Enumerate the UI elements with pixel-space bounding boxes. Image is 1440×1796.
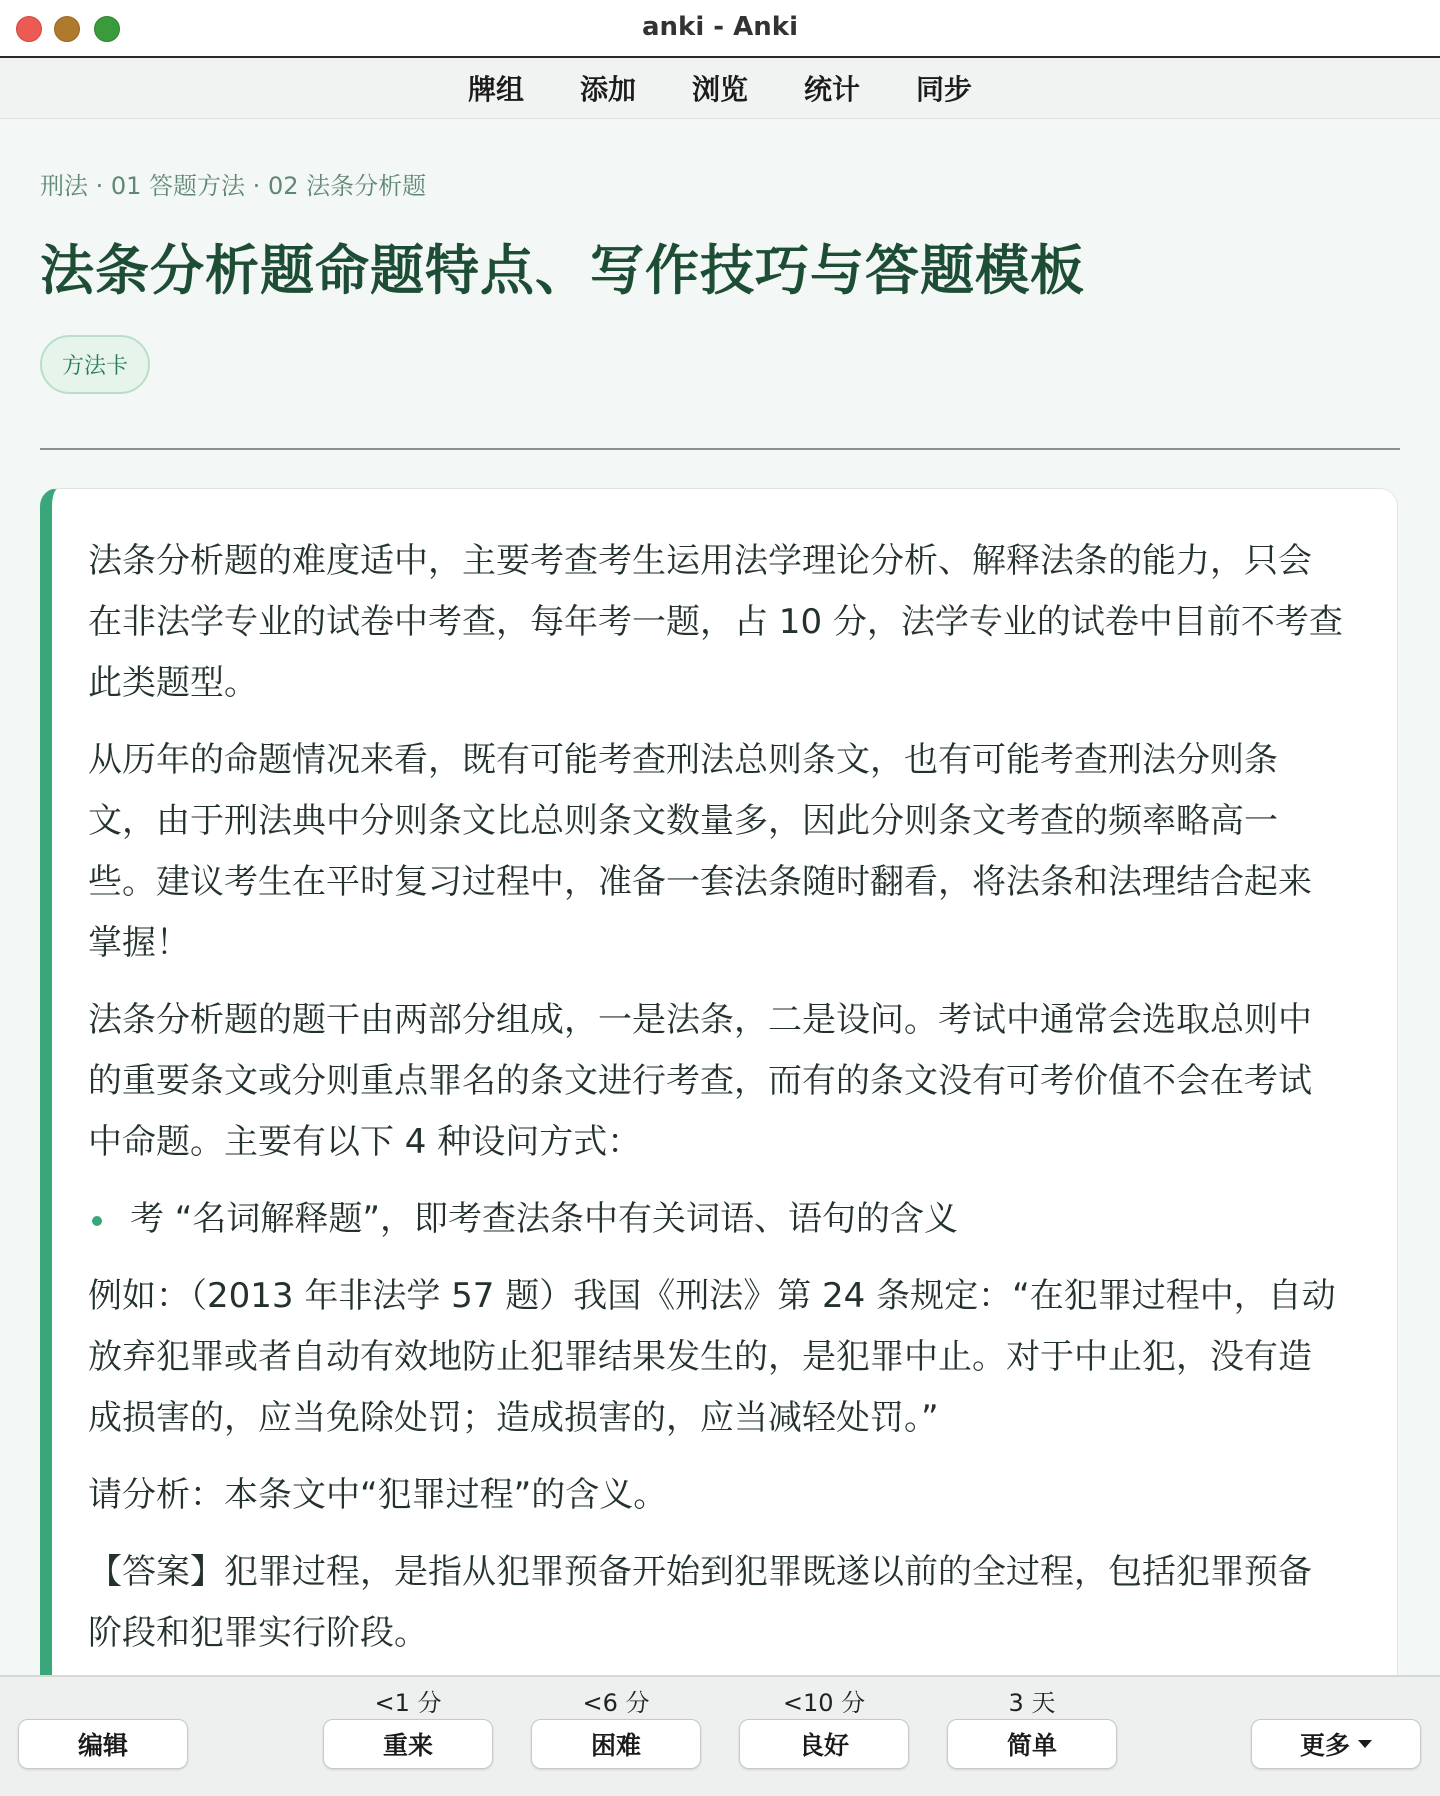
again-button[interactable]: 重来 [323, 1719, 493, 1769]
question-type-list [88, 1189, 1345, 1250]
paragraph: 法条分析题的难度适中，主要考查考生运用法学理论分析、解释法条的能力，只会在非法学专业的试卷中考查，每年考一题，占 10 分，法学专业的试卷中目前不考查此类题型。 [88, 541, 1343, 703]
chevron-down-icon [1358, 1740, 1372, 1748]
menu-decks[interactable]: 牌组 [467, 73, 524, 106]
bullet-icon [92, 1216, 102, 1226]
list-item-text: 考 “名词解释题”，即考查法条中有关词语、语句的含义 [130, 1199, 959, 1239]
divider [40, 448, 1400, 450]
hard-button[interactable]: 困难 [531, 1719, 701, 1769]
paragraph: 法条分析题的题干由两部分组成，一是法条，二是设问。考试中通常会选取总则中的重要条文或分则重点罪名的条文进行考查，而有的条文没有可考价值不会在考试中命题。主要有以下 4 种设问方式： [88, 1000, 1312, 1162]
easy-button[interactable]: 简单 [947, 1719, 1117, 1769]
menu-add[interactable]: 添加 [579, 73, 636, 106]
easy-interval: 3 天 [1008, 1689, 1056, 1717]
edit-button[interactable]: 编辑 [18, 1719, 188, 1769]
example-paragraph: 例如：（2013 年非法学 57 题）我国《刑法》第 24 条规定：“在犯罪过程中，自动放弃犯罪或者自动有效地防止犯罪结果发生的，是犯罪中止。对于中止犯，没有造成损害的，应当免除处罚；造成损害的，应当减轻处罚。” [88, 1276, 1336, 1438]
hard-interval: <6 分 [582, 1689, 650, 1717]
question-paragraph: 请分析：本条文中“犯罪过程”的含义。 [88, 1475, 668, 1515]
more-button[interactable] [1251, 1719, 1421, 1769]
more-label: 更多 [1299, 1731, 1350, 1760]
breadcrumb: 刑法 · 01 答题方法 · 02 法条分析题 [40, 172, 427, 200]
main-toolbar [0, 58, 1440, 119]
title-bar [0, 0, 1440, 58]
good-button[interactable]: 良好 [739, 1719, 909, 1769]
paragraph: 从历年的命题情况来看，既有可能考查刑法总则条文，也有可能考查刑法分则条文，由于刑法典中分则条文比总则条文数量多，因此分则条文考查的频率略高一些。建议考生在平时复习过程中，准备一套法条随时翻看，将法条和法理结合起来掌握！ [88, 740, 1312, 963]
window-title: anki - Anki [642, 12, 798, 42]
card-title: 法条分析题命题特点、写作技巧与答题模板 [40, 239, 1085, 302]
good-interval: <10 分 [782, 1689, 866, 1717]
card-tag: 方法卡 [40, 335, 150, 394]
card-body [40, 488, 1398, 1675]
again-interval: <1 分 [374, 1689, 442, 1717]
menu-stats[interactable]: 统计 [804, 73, 861, 106]
review-bottom-bar [0, 1675, 1440, 1796]
list-item [88, 1189, 1345, 1250]
card-content-area[interactable] [0, 120, 1440, 1675]
menu-sync[interactable]: 同步 [916, 73, 973, 106]
menu-browse[interactable]: 浏览 [691, 73, 748, 106]
answer-paragraph: 【答案】犯罪过程，是指从犯罪预备开始到犯罪既遂以前的全过程，包括犯罪预备阶段和犯罪实行阶段。 [88, 1552, 1312, 1653]
